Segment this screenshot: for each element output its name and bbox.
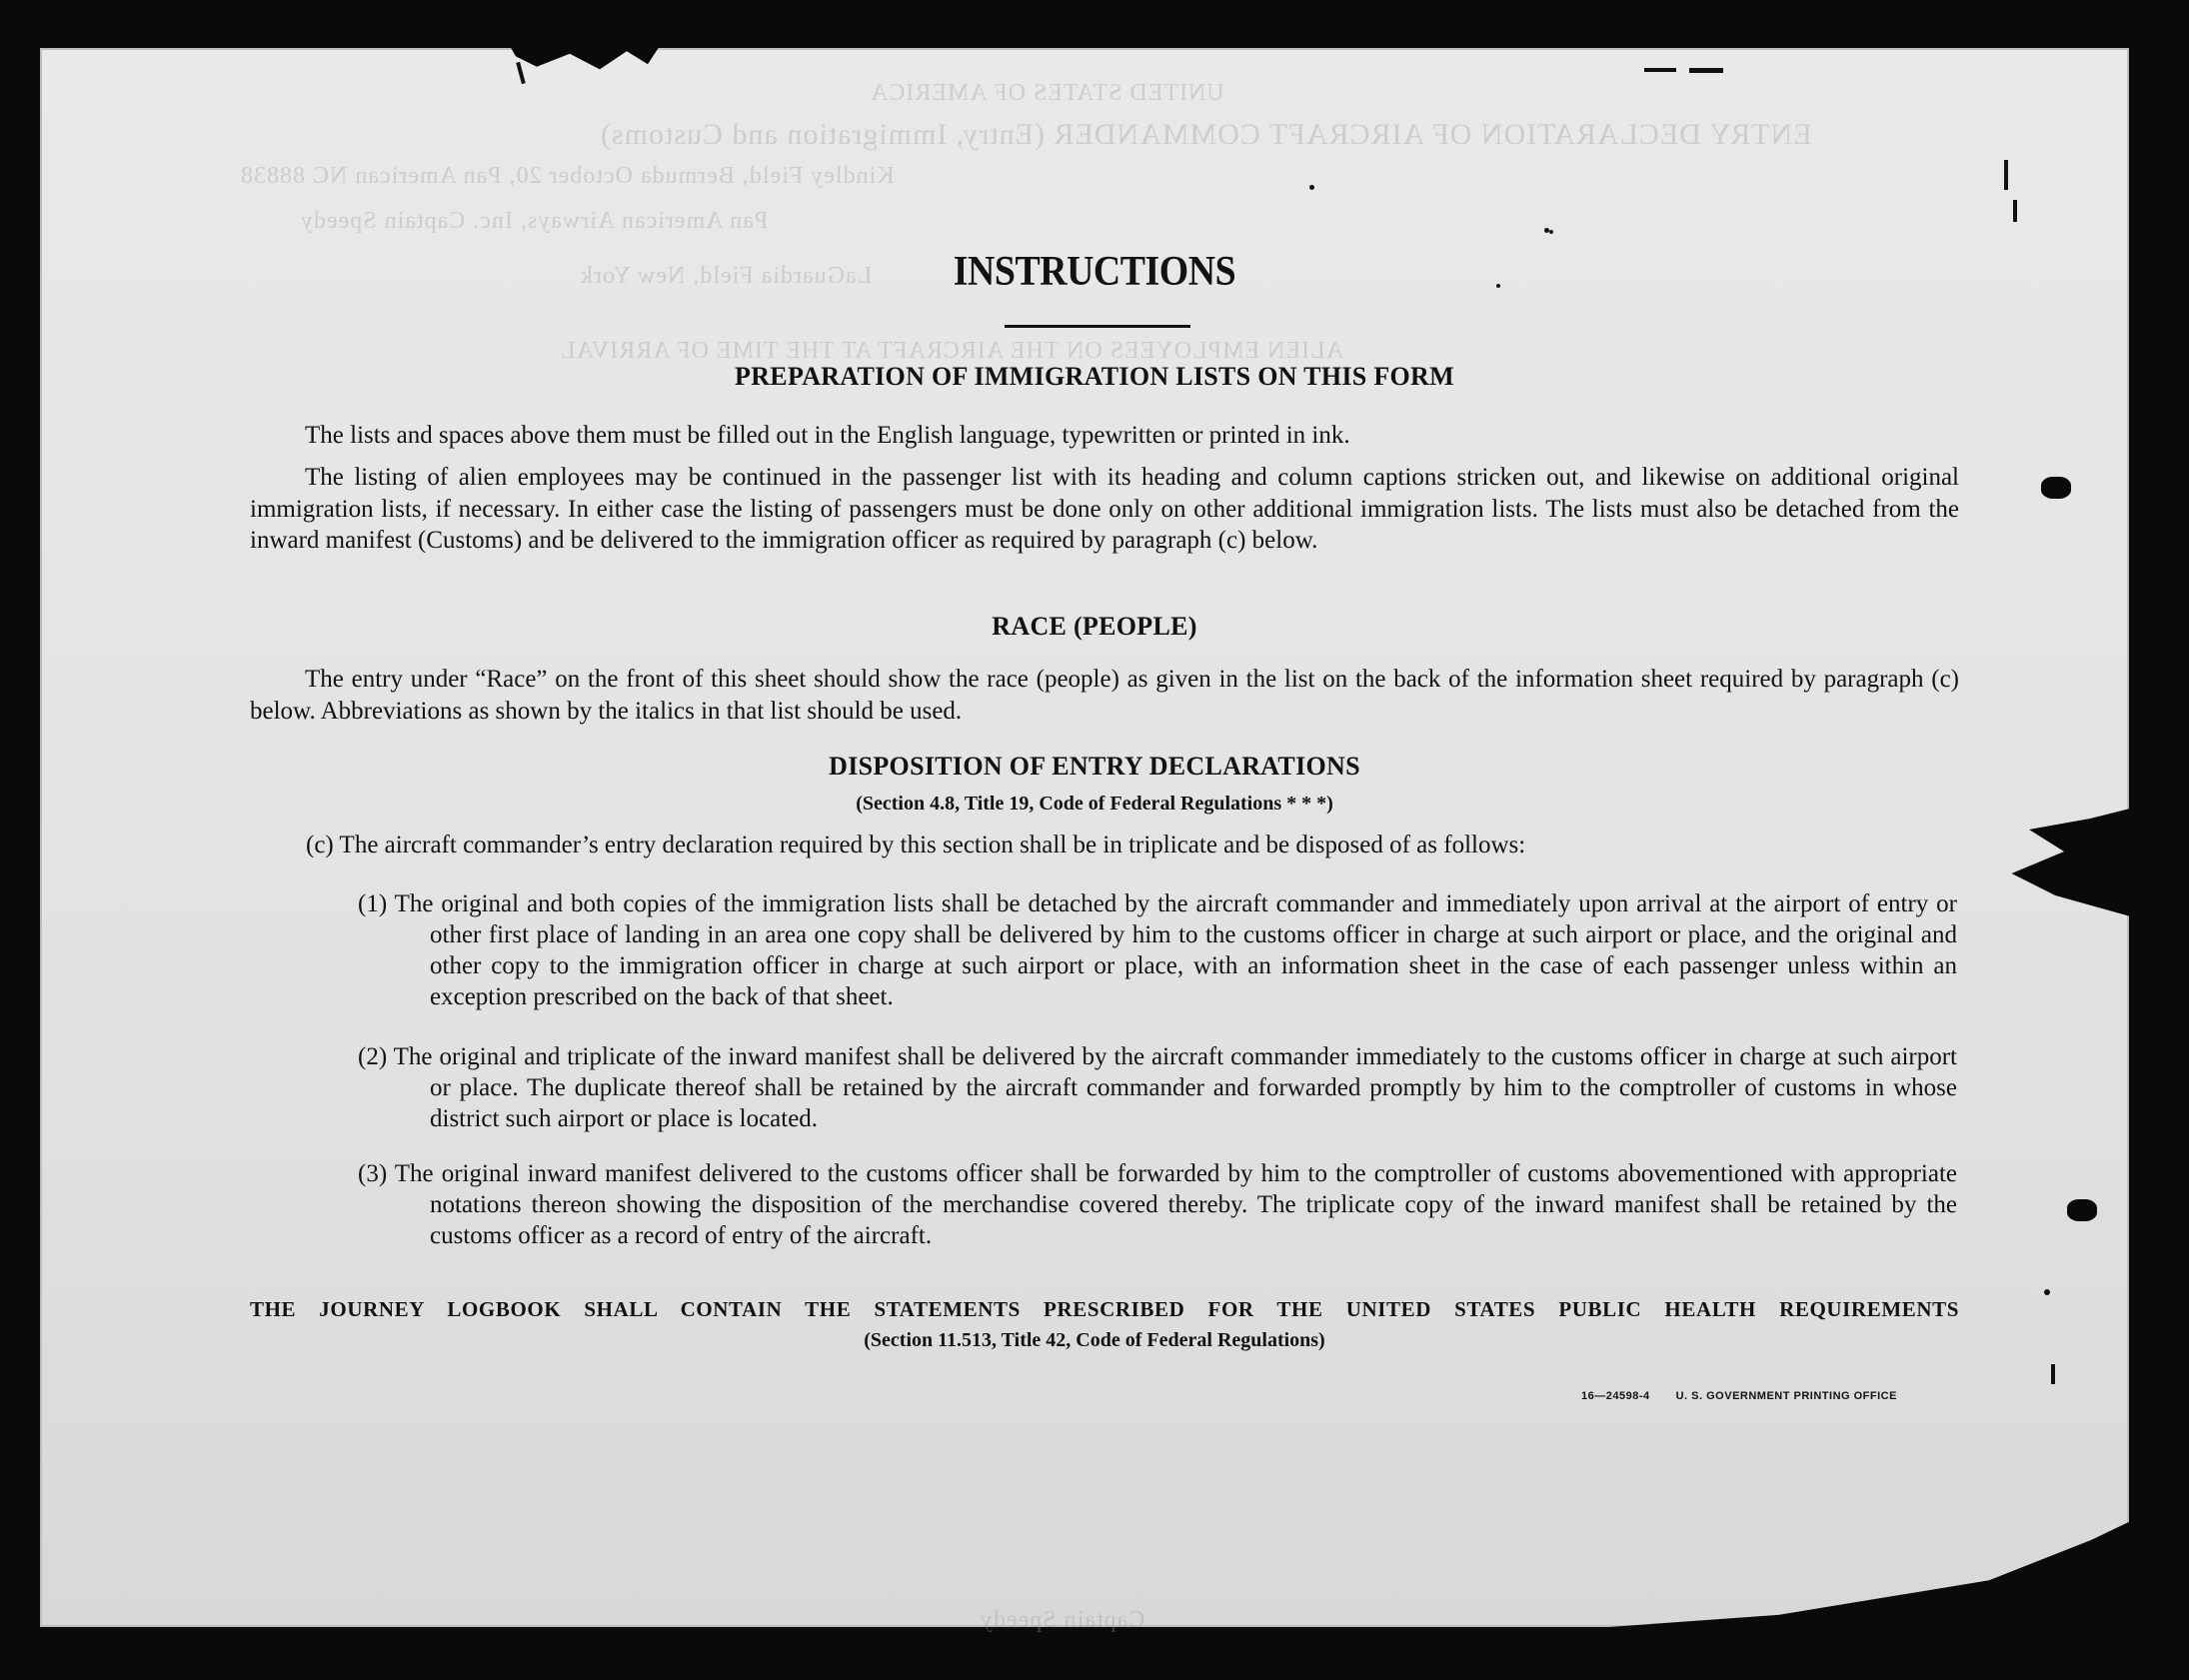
race-paragraph: The entry under “Race” on the front of this sheet should show the race (people) as given in the list on the back of the information sheet required by paragraph (c) below. Abbreviations as shown by the italics in that list should be used. xyxy=(250,666,1959,725)
print-office-imprint xyxy=(1581,1390,1923,1402)
ink-blot xyxy=(2041,477,2071,499)
scan-mark xyxy=(2004,160,2008,190)
disposition-item-3: (3) The original inward manifest delivered to the customs officer shall be forwarded by him to the comptroller of customs abovementioned with appropriate notations thereon showing the disposition of the merchandise covered thereby. The triplicate copy of the inward manifest shall be retained by the customs officer as a record of entry of the aircraft. xyxy=(358,1160,1957,1249)
show-through-text: Pan American Airways, Inc. Captain Speedy xyxy=(300,208,769,234)
preparation-paragraph-2: The listing of alien employees may be continued in the passenger list with its heading and column captions stricken out, and likewise on additional original immigration lists, if necessary. In either case the listing of passengers must be done only on other additional immigration lists. The lists must also be detached from the inward manifest (Customs) and be delivered to the immigration officer as required by paragraph (c) below. xyxy=(250,464,1959,554)
page-title: INSTRUCTIONS xyxy=(953,249,1236,295)
show-through-text: ALIEN EMPLOYEES ON THE AIRCRAFT AT THE TIME OF ARRIVAL xyxy=(560,338,1344,364)
show-through-text: Captain Speedy xyxy=(980,1607,1145,1633)
form-number: 16—24598-4 xyxy=(1581,1390,1650,1402)
footer-statement: THE JOURNEY LOGBOOK SHALL CONTAIN THE STATEMENTS PRESCRIBED FOR THE UNITED STATES PUBLIC HEALTH REQUIREMENTS xyxy=(250,1297,1959,1321)
disposition-intro: (c) The aircraft commander’s entry declaration required by this section shall be in triplicate and be disposed of as follows: xyxy=(306,832,1526,858)
disposition-item-1: (1) The original and both copies of the immigration lists shall be detached by the aircraft commander and immediately upon arrival at the airport of entry or other first place of landing in an area one copy shall be delivered by him to the customs officer in charge at such airport or place, and the original and other copy to the immigration officer in charge at such airport or place, with an information sheet in the case of each passenger unless within an exception prescribed on the back of that sheet. xyxy=(358,890,1957,1010)
printer-name: U. S. GOVERNMENT PRINTING OFFICE xyxy=(1675,1390,1897,1402)
scan-mark xyxy=(1644,68,1676,72)
scan-mark xyxy=(516,62,526,84)
ink-blot xyxy=(2067,1199,2097,1221)
scan-mark xyxy=(2013,200,2017,222)
preparation-paragraph-1: The lists and spaces above them must be filled out in the English language, typewritten or printed in ink. xyxy=(305,422,1350,449)
scan-mark xyxy=(2051,1364,2055,1384)
scan-mark xyxy=(1689,68,1723,73)
disposition-item-2: (2) The original and triplicate of the inward manifest shall be delivered by the aircraft commander immediately to the customs officer in charge at such airport or place. The duplicate thereof shall be retained by the aircraft commander and forwarded promptly by him to the comptroller of customs in whose district such airport or place is located. xyxy=(358,1043,1957,1132)
disposition-citation: (Section 4.8, Title 19, Code of Federal Regulations * * *) xyxy=(856,793,1333,815)
footer-citation: (Section 11.513, Title 42, Code of Federal Regulations) xyxy=(864,1329,1325,1351)
title-underline xyxy=(1005,325,1190,328)
show-through-text: Kindley Field, Bermuda October 20, Pan American NC 88838 xyxy=(240,163,895,189)
show-through-text: ENTRY DECLARATION OF AIRCRAFT COMMANDER (Entry, Immigration and Customs) xyxy=(600,118,1812,151)
show-through-text: UNITED STATES OF AMERICA xyxy=(870,80,1224,106)
ink-speck xyxy=(1496,284,1500,288)
preparation-heading: PREPARATION OF IMMIGRATION LISTS ON THIS FORM xyxy=(735,362,1454,391)
show-through-text: LaGuardia Field, New York xyxy=(580,263,873,289)
ink-speck xyxy=(2044,1289,2050,1295)
ink-speck xyxy=(1549,230,1553,234)
race-heading: RACE (PEOPLE) xyxy=(992,612,1197,641)
disposition-heading: DISPOSITION OF ENTRY DECLARATIONS xyxy=(829,752,1360,781)
ink-speck xyxy=(1309,185,1314,190)
